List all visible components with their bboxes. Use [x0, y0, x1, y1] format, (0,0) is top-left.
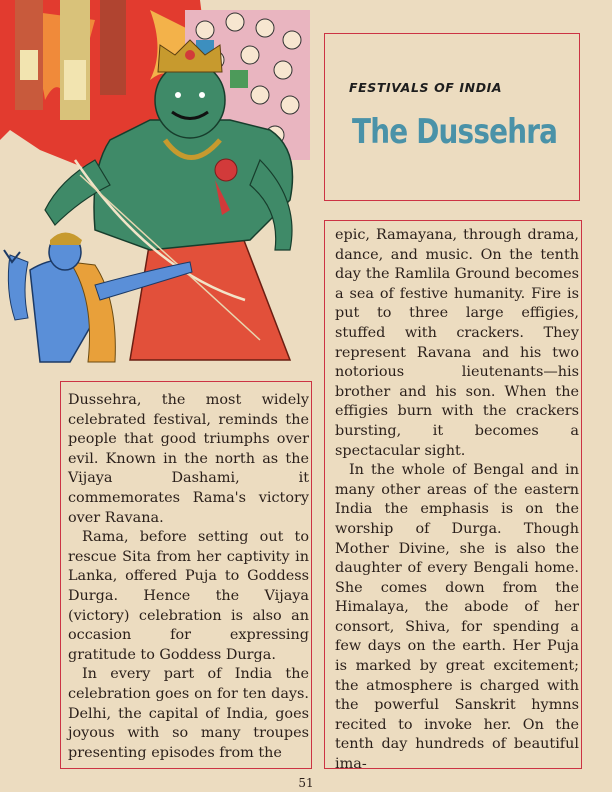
- title-box: [324, 33, 580, 201]
- page-number: 51: [298, 776, 314, 790]
- rama-ravana-illustration: [0, 0, 322, 382]
- paragraph: Rama, before setting out to rescue Sita from her captivity in Lanka, offered Puja to Goddess Durga. Hence the Vijaya (victory) celebration is also an occasion for expressing gratitude to Goddess Durga.: [68, 529, 309, 663]
- right-column: [324, 220, 582, 773]
- paragraph: Dussehra, the most widely celebrated festival, reminds the people that good triumphs over evil. Known in the north as the Vijaya Dashami, it commemorates Rama's victory over Ravana.: [68, 392, 309, 526]
- page-title: The Dussehra: [352, 112, 558, 152]
- series-heading: FESTIVALS OF INDIA: [349, 80, 503, 95]
- paragraph: In every part of India the celebration goes on for ten days. Delhi, the capital of India, goes joyous with so many troupes presenting episodes from the: [68, 666, 309, 761]
- paragraph: In the whole of Bengal and in many other areas of the eastern India the emphasis is on the worship of Durga. Though Mother Divine, she is also the daughter of every Bengali home. She comes down from the Himalaya, the abode of her consort, Shiva, for spending a few days on the earth. Her Puja is marked by great excitement; the atmosphere is charged with the powerful Sanskrit hymns recited to invoke her. On the tenth day hundreds of beautiful ima-: [335, 462, 579, 773]
- paragraph: epic, Ramayana, through drama, dance, and music. On the tenth day the Ramlila Ground becomes a sea of festive humanity. Fire is put to three large effigies, stuffed with crackers. They represent Ravana and his two notorious lieutenants—his brother and his son. When the effigies burn with the crackers bursting, it becomes a spectacular sight.: [335, 227, 579, 459]
- left-column: [60, 381, 312, 769]
